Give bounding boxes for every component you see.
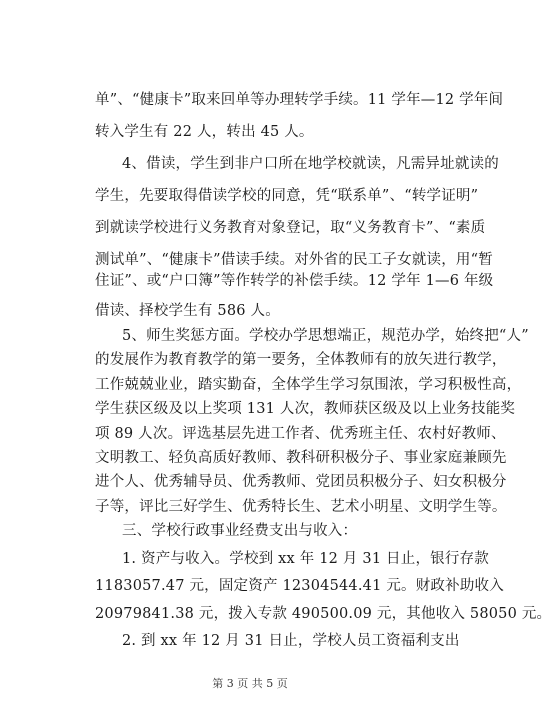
text-line: 的发展作为教育教学的第一要务，全体教师有的放矢进行教学， <box>95 352 507 368</box>
section-heading: 三、学校行政事业经费支出与收入： <box>122 523 358 539</box>
text-line: 进个人、优秀辅导员、优秀教师、党团员积极分子、妇女积极分 <box>95 474 507 490</box>
text-line: 测试单”、“健康卡”借读手续。对外省的民工子女就读，用“暂 <box>95 252 493 268</box>
text-line: 20979841.38 元，拨入专款 490500.09 元，其他收入 58050 元。 <box>95 606 551 622</box>
text-line: 5、师生奖惩方面。学校办学思想端正，规范办学，始终把“人” <box>122 328 529 344</box>
text-line: 转入学生有 22 人，转出 45 人。 <box>95 124 314 140</box>
text-line: 4、借读，学生到非户口所在地学校就读，凡需异址就读的 <box>122 156 499 172</box>
text-line: 项 89 人次。评选基层先进工作者、优秀班主任、农村好教师、 <box>95 426 506 442</box>
text-line: 单”、“健康卡”取来回单等办理转学手续。11 学年—12 学年间 <box>95 92 504 108</box>
text-line: 1183057.47 元，固定资产 12304544.41 元。财政补助收入 <box>95 578 504 594</box>
text-line: 工作兢兢业业，踏实勤奋，全体学生学习氛围浓，学习积极性高， <box>95 377 522 393</box>
text-line: 住证”、或“户口簿”等作转学的补偿手续。12 学年 1—6 年级 <box>95 273 494 289</box>
text-line: 子等，评比三好学生、优秀特长生、艺术小明星、文明学生等。 <box>95 499 507 515</box>
text-line: 借读、择校学生有 586 人。 <box>95 303 280 319</box>
text-line: 2. 到 xx 年 12 月 31 日止，学校人员工资福利支出 <box>122 633 460 649</box>
text-line: 文明教工、轻负高质好教师、教科研积极分子、事业家庭兼顾先 <box>95 450 507 466</box>
page-number: 第 3 页 共 5 页 <box>212 677 288 690</box>
text-line: 学生，先要取得借读学校的同意，凭“联系单”、“转学证明” <box>95 188 479 204</box>
text-line: 学生获区级及以上奖项 131 人次，教师获区级及以上业务技能奖 <box>95 401 516 417</box>
text-line: 到就读学校进行义务教育对象登记，取“义务教育卡”、“素质 <box>95 220 486 236</box>
text-line: 1. 资产与收入。学校到 xx 年 12 月 31 日止，银行存款 <box>122 551 489 567</box>
